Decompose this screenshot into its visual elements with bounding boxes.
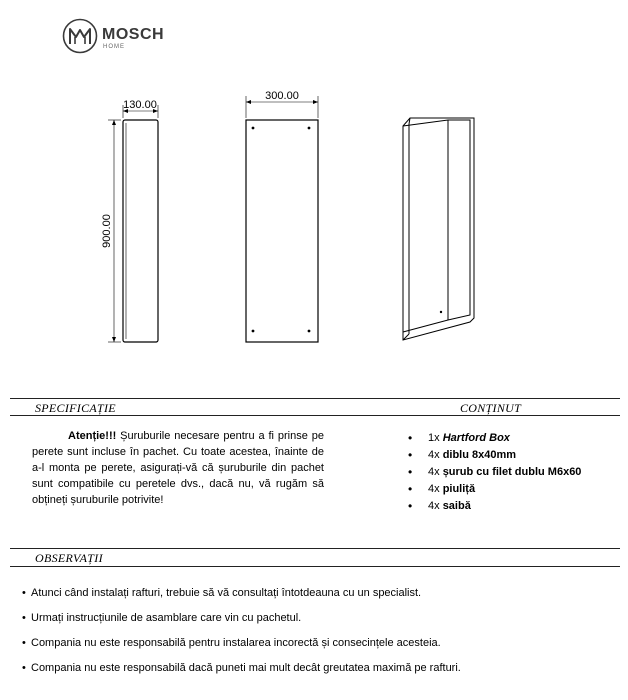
item-qty: 4x [428, 466, 440, 478]
technical-drawing [0, 80, 628, 360]
list-item [408, 481, 581, 498]
side-width-label: 130.00 [123, 99, 157, 111]
list-item [408, 430, 581, 447]
list-item [408, 498, 581, 515]
item-name: piuliță [442, 483, 476, 495]
item-name: Hartford Box [442, 432, 510, 444]
item-qty: 4x [428, 449, 440, 461]
list-item: • Atunci când instalați rafturi, trebuie să vă consultați întotdeauna cu un specialist. [22, 585, 461, 610]
height-label: 900.00 [101, 214, 113, 248]
front-width-label: 300.00 [265, 90, 299, 102]
observatii-list [22, 585, 461, 685]
isometric-view [403, 118, 474, 340]
section-divider-bottom [10, 415, 620, 416]
list-item: • Compania nu este responsabilă pentru instalarea incorectă și consecințele acesteia. [22, 635, 461, 660]
observatii-divider-top [10, 548, 620, 549]
specificatie-paragraph [32, 428, 324, 508]
mosch-logo-icon [62, 18, 98, 54]
list-item: • Compania nu este responsabilă dacă puneti mai mult decât greutatea maximă pe rafturi. [22, 660, 461, 685]
brand-subtitle: HOME [103, 44, 125, 50]
specificatie-title: SPECIFICAȚIE [35, 401, 116, 415]
contents-list [408, 430, 581, 515]
list-item: • Urmați instrucțiunile de asamblare care vin cu pachetul. [22, 610, 461, 635]
item-name: diblu 8x40mm [442, 449, 517, 461]
brand-name: MOSCH [102, 26, 165, 43]
section-divider-top [10, 398, 620, 399]
continut-title: CONȚINUT [460, 401, 522, 415]
item-qty: 4x [428, 483, 440, 495]
item-name: șurub cu filet dublu M6x60 [442, 466, 582, 478]
specificatie-text: Șuruburile necesare pentru a fi prinse pe perete sunt incluse în pachet. Cu toate acestea, înainte de a-l monta pe perete, asigurați-vă că șuruburile din pachet sunt compatibile cu peretele dvs., dacă nu, vă rugăm să obțineți șuruburile potrivite! [32, 430, 324, 506]
item-qty: 4x [428, 500, 440, 512]
item-name: saibă [442, 500, 471, 512]
front-view [246, 90, 318, 342]
observatii-title: OBSERVAȚII [35, 551, 103, 565]
item-qty: 1x [428, 432, 440, 444]
brand-logo [62, 18, 182, 58]
side-view [101, 99, 158, 342]
attention-label: Atenție!!! [68, 430, 117, 442]
list-item [408, 464, 581, 481]
list-item [408, 447, 581, 464]
observatii-divider-bottom [10, 566, 620, 567]
